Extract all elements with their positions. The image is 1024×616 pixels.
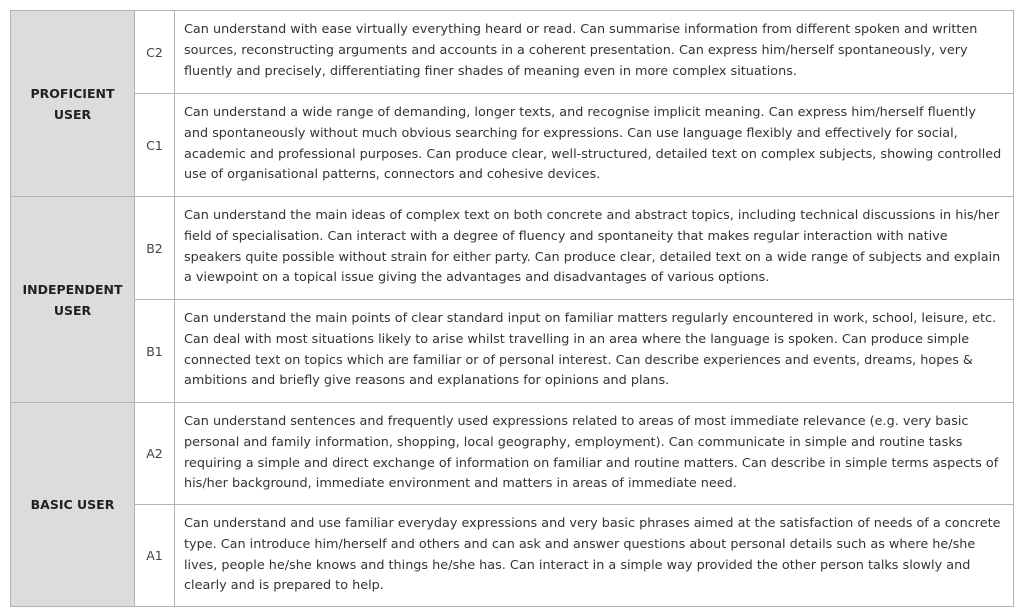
level-description-c1: Can understand a wide range of demanding, longer texts, and recognise implicit meaning. Can express him/herself fluently and spontaneously without much obvious searching for expressions. Can use language flexibly and effectively for social, academic and professional purposes. Can produce clear, well-structured, detailed text on complex subjects, showing controlled use of organisational patterns, connectors and cohesive devices. bbox=[175, 94, 1014, 197]
table-row bbox=[11, 197, 1014, 300]
level-description-a2: Can understand sentences and frequently used expressions related to areas of most immediate relevance (e.g. very basic personal and family information, shopping, local geography, employment). Can communicate in simple and routine tasks requiring a simple and direct exchange of information on familiar and routine matters. Can describe in simple terms aspects of his/her background, immediate environment and matters in areas of immediate need. bbox=[175, 403, 1014, 505]
table-row bbox=[11, 403, 1014, 505]
level-code-b1: B1 bbox=[135, 300, 175, 403]
level-code-a2: A2 bbox=[135, 403, 175, 505]
table-row bbox=[11, 94, 1014, 197]
cefr-levels-table bbox=[10, 10, 1014, 607]
level-description-a1: Can understand and use familiar everyday expressions and very basic phrases aimed at the satisfaction of needs of a concrete type. Can introduce him/herself and others and can ask and answer questions about personal details such as where he/she lives, people he/she knows and things he/she has. Can interact in a simple way provided the other person talks slowly and clearly and is prepared to help. bbox=[175, 505, 1014, 607]
table-row bbox=[11, 11, 1014, 94]
level-description-b2: Can understand the main ideas of complex text on both concrete and abstract topics, including technical discussions in his/her field of specialisation. Can interact with a degree of fluency and spontaneity that makes regular interaction with native speakers quite possible without strain for either party. Can produce clear, detailed text on a wide range of subjects and explain a viewpoint on a topical issue giving the advantages and disadvantages of various options. bbox=[175, 197, 1014, 300]
level-code-b2: B2 bbox=[135, 197, 175, 300]
group-label-basic: BASIC USER bbox=[11, 403, 135, 607]
table-row bbox=[11, 300, 1014, 403]
level-code-c1: C1 bbox=[135, 94, 175, 197]
level-description-c2: Can understand with ease virtually everything heard or read. Can summarise information from different spoken and written sources, reconstructing arguments and accounts in a coherent presentation. Can express him/herself spontaneously, very fluently and precisely, differentiating finer shades of meaning even in more complex situations. bbox=[175, 11, 1014, 94]
group-label-independent: INDEPENDENT USER bbox=[11, 197, 135, 403]
group-label-proficient: PROFICIENT USER bbox=[11, 11, 135, 197]
table-row bbox=[11, 505, 1014, 607]
level-code-a1: A1 bbox=[135, 505, 175, 607]
level-code-c2: C2 bbox=[135, 11, 175, 94]
level-description-b1: Can understand the main points of clear standard input on familiar matters regularly encountered in work, school, leisure, etc. Can deal with most situations likely to arise whilst travelling in an area where the language is spoken. Can produce simple connected text on topics which are familiar or of personal interest. Can describe experiences and events, dreams, hopes & ambitions and briefly give reasons and explanations for opinions and plans. bbox=[175, 300, 1014, 403]
